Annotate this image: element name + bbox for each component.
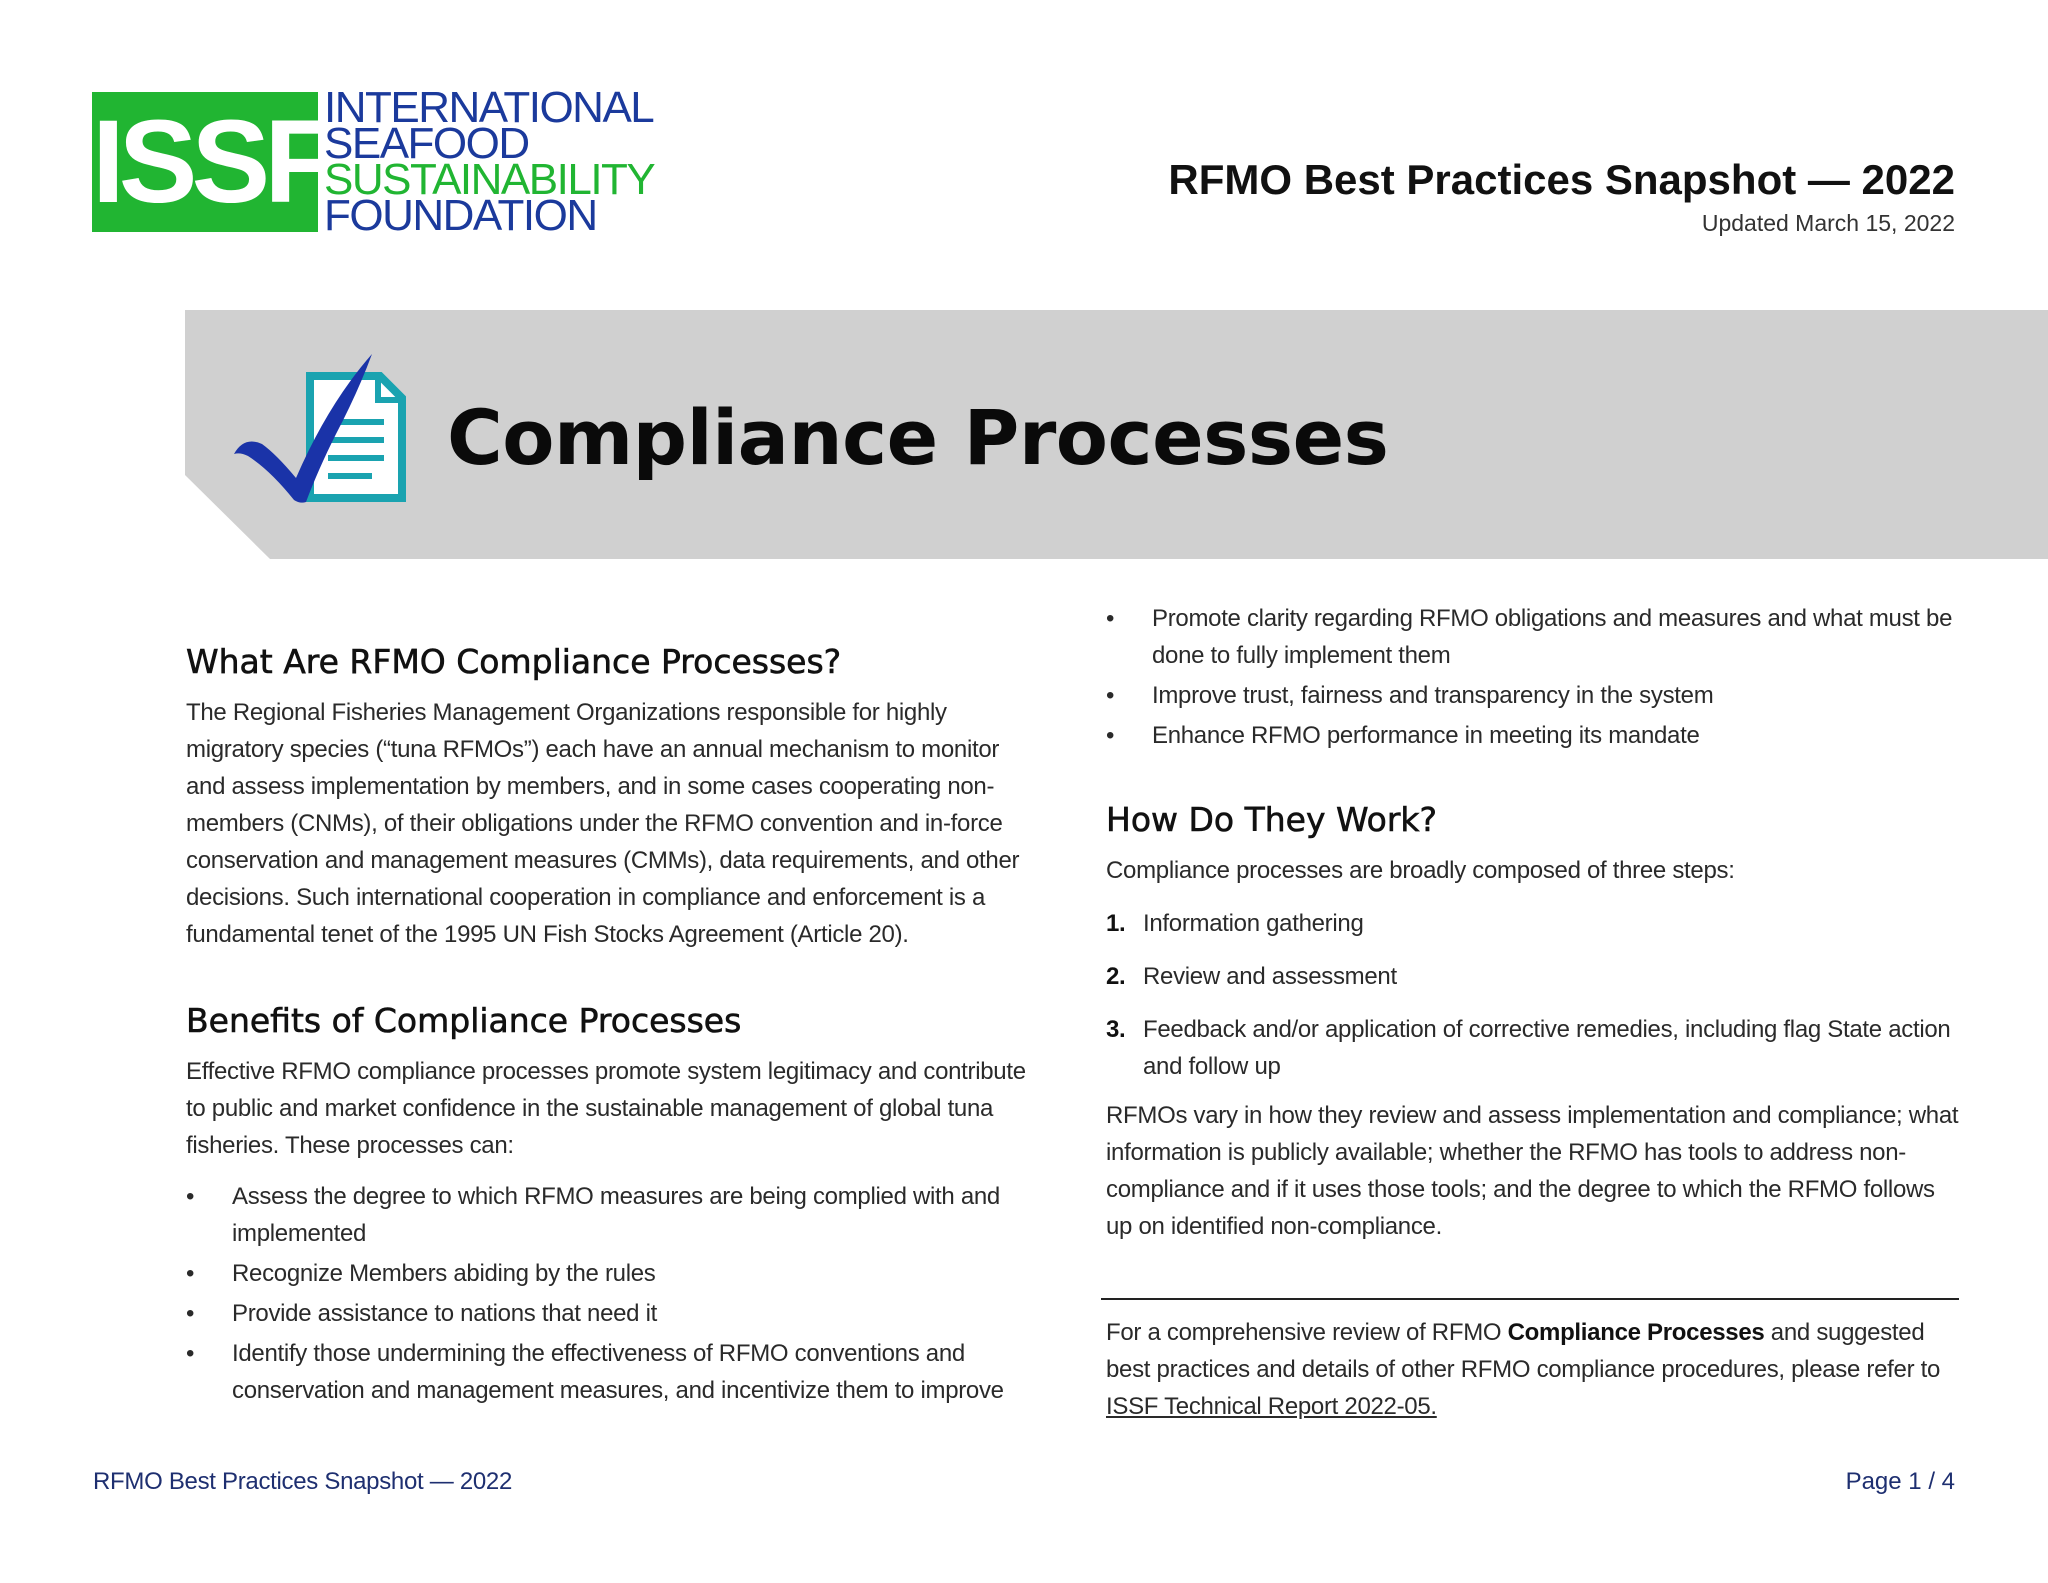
issf-logo <box>92 83 655 240</box>
list-item: • Assess the degree to which RFMO measures are being complied with and implemented <box>186 1178 1026 1252</box>
logo-line-international: INTERNATIONAL <box>324 83 654 132</box>
list-item: • Identify those undermining the effectiveness of RFMO conventions and conservation and management measures, and incentivize them to improve <box>186 1335 1026 1409</box>
logo-wordmark <box>324 83 655 240</box>
how-work-intro: Compliance processes are broadly composed of three steps: <box>1106 857 1735 884</box>
right-column <box>1106 600 1966 1245</box>
list-item: • Provide assistance to nations that need it <box>186 1295 1026 1332</box>
benefits-list-continued <box>1106 600 1966 754</box>
list-item: • Improve trust, fairness and transparency in the system <box>1106 677 1966 714</box>
step-number: 3. <box>1106 1016 1126 1043</box>
document-title: RFMO Best Practices Snapshot — 2022 <box>1168 156 1955 203</box>
section-heading-benefits: Benefits of Compliance Processes <box>186 1001 742 1040</box>
list-item: • Promote clarity regarding RFMO obligations and measures and what must be done to fully implement them <box>1106 600 1966 674</box>
footer-title: RFMO Best Practices Snapshot — 2022 <box>93 1468 513 1495</box>
benefits-list <box>186 1178 1026 1409</box>
logo-line-sustainability: SUSTAINABILITY <box>324 155 655 204</box>
page-number: Page 1 / 4 <box>1845 1468 1955 1495</box>
step-item: 1. Information gathering <box>1106 905 1966 942</box>
checkmark-document-icon <box>232 352 412 504</box>
divider-line <box>1101 1298 1959 1300</box>
benefits-intro: Effective RFMO compliance processes promote system legitimacy and contribute to public and market confidence in the sustainable management of global tuna fisheries. These processes can: <box>186 1058 1026 1159</box>
step-item: 3. Feedback and/or application of corrective remedies, including flag State action and follow up <box>1106 1011 1966 1085</box>
logo-line-seafood: SEAFOOD <box>324 119 529 168</box>
bullet-icon: • <box>1106 605 1115 632</box>
bullet-icon: • <box>1106 722 1115 749</box>
steps-list <box>1106 905 1966 1085</box>
section-heading-what-are: What Are RFMO Compliance Processes? <box>186 642 842 681</box>
bullet-icon: • <box>186 1300 195 1327</box>
reference-note: For a comprehensive review of RFMO Compliance Processes and suggested best practices and details of other RFMO compliance procedures, please refer to ISSF Technical Report 2022-05. <box>1106 1319 1941 1420</box>
list-item: • Recognize Members abiding by the rules <box>186 1255 1026 1292</box>
technical-report-link[interactable]: ISSF Technical Report 2022-05. <box>1106 1393 1437 1420</box>
bullet-icon: • <box>1106 682 1115 709</box>
list-item: • Enhance RFMO performance in meeting its mandate <box>1106 717 1966 754</box>
step-item: 2. Review and assessment <box>1106 958 1966 995</box>
logo-line-foundation: FOUNDATION <box>324 191 597 240</box>
bullet-icon: • <box>186 1260 195 1287</box>
step-number: 2. <box>1106 963 1126 990</box>
logo-issf-box: ISSF <box>92 92 318 232</box>
bullet-icon: • <box>186 1340 195 1367</box>
section-body-what-are: The Regional Fisheries Management Organizations responsible for highly migratory species (“tuna RFMOs”) each have an annual mechanism to monitor and assess implementation by members, and in some cases cooperating non-members (CNMs), of their obligations under the RFMO convention and in-force conservation and management measures (CMMs), data requirements, and other decisions. Such international cooperation in compliance and enforcement is a fundamental tenet of the 1995 UN Fish Stocks Agreement (Article 20). <box>186 699 1020 948</box>
left-column <box>186 640 1026 1412</box>
how-work-body: RFMOs vary in how they review and assess implementation and compliance; what information is publicly available; whether the RFMO has tools to address non-compliance and if it uses those tools; and the degree to which the RFMO follows up on identified non-compliance. <box>1106 1102 1959 1240</box>
updated-date: Updated March 15, 2022 <box>1701 210 1955 236</box>
section-heading-how-work: How Do They Work? <box>1106 800 1438 839</box>
bullet-icon: • <box>186 1183 195 1210</box>
page-heading: Compliance Processes <box>447 393 1389 482</box>
step-number: 1. <box>1106 910 1126 937</box>
reference-bold: Compliance Processes <box>1507 1319 1765 1346</box>
